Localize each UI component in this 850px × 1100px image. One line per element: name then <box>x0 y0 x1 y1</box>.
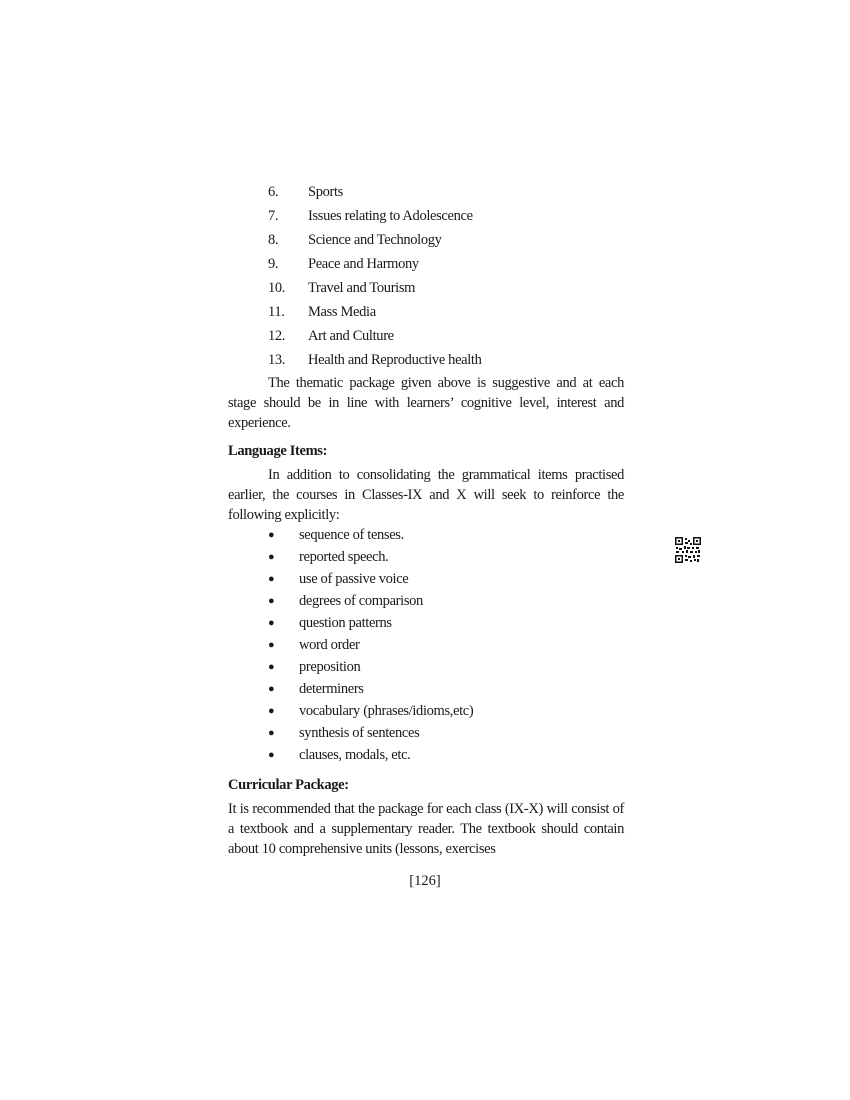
list-number: 10. <box>268 280 286 296</box>
language-item-text: sequence of tenses. <box>299 527 404 543</box>
language-items-intro: In addition to consolidating the grammatical items practised earlier, the courses in Classes-IX and X will seek to reinforce the following explicitly: <box>228 467 624 523</box>
theme-list-item <box>228 301 624 325</box>
language-items-list <box>228 525 624 767</box>
bullet-icon: ● <box>268 661 275 673</box>
language-item-text: preposition <box>299 659 361 675</box>
language-item-text: vocabulary (phrases/idioms,etc) <box>299 703 474 719</box>
list-number: 9. <box>268 256 279 272</box>
bullet-icon: ● <box>268 617 275 629</box>
language-items-heading: Language Items: <box>228 443 328 459</box>
bullet-icon: ● <box>268 683 275 695</box>
language-item <box>228 613 624 635</box>
language-item-text: degrees of comparison <box>299 593 423 609</box>
theme-list-item <box>228 205 624 229</box>
theme-list-item <box>228 349 624 373</box>
theme-list-item <box>228 229 624 253</box>
language-item <box>228 569 624 591</box>
language-item <box>228 547 624 569</box>
bullet-icon: ● <box>268 639 275 651</box>
list-number: 13. <box>268 352 286 368</box>
bullet-icon: ● <box>268 529 275 541</box>
language-item-text: determiners <box>299 681 364 697</box>
list-number: 6. <box>268 184 279 200</box>
theme-list-item <box>228 325 624 349</box>
theme-list-item <box>228 181 624 205</box>
page-number: [126] <box>409 873 441 889</box>
thematic-paragraph: The thematic package given above is suggestive and at each stage should be in line with learners’ cognitive level, interest and experience. <box>228 375 624 431</box>
language-item <box>228 701 624 723</box>
language-item-text: clauses, modals, etc. <box>299 747 411 763</box>
language-item <box>228 723 624 745</box>
language-item <box>228 591 624 613</box>
language-item-text: reported speech. <box>299 549 389 565</box>
curricular-package-paragraph: It is recommended that the package for each class (IX-X) will consist of a textbook and a supplementary reader. The textbook should contain about 10 comprehensive units (lessons, exercises <box>228 801 624 857</box>
theme-list <box>228 181 624 373</box>
language-item <box>228 657 624 679</box>
list-text: Peace and Harmony <box>308 256 419 272</box>
page-content <box>228 181 624 859</box>
list-text: Travel and Tourism <box>308 280 416 296</box>
language-item <box>228 525 624 547</box>
list-number: 8. <box>268 232 279 248</box>
bullet-icon: ● <box>268 551 275 563</box>
list-text: Issues relating to Adolescence <box>308 208 473 224</box>
list-text: Sports <box>308 184 343 200</box>
list-text: Health and Reproductive health <box>308 352 482 368</box>
bullet-icon: ● <box>268 595 275 607</box>
list-number: 7. <box>268 208 279 224</box>
bullet-icon: ● <box>268 705 275 717</box>
list-text: Science and Technology <box>308 232 442 248</box>
theme-list-item <box>228 253 624 277</box>
qr-code-icon <box>675 537 701 563</box>
bullet-icon: ● <box>268 573 275 585</box>
theme-list-item <box>228 277 624 301</box>
language-item-text: use of passive voice <box>299 571 409 587</box>
bullet-icon: ● <box>268 749 275 761</box>
list-number: 11. <box>268 304 285 320</box>
bullet-icon: ● <box>268 727 275 739</box>
language-item <box>228 745 624 767</box>
language-item-text: synthesis of sentences <box>299 725 420 741</box>
language-item-text: word order <box>299 637 360 653</box>
list-text: Art and Culture <box>308 328 394 344</box>
list-text: Mass Media <box>308 304 376 320</box>
language-item <box>228 635 624 657</box>
list-number: 12. <box>268 328 286 344</box>
language-item-text: question patterns <box>299 615 392 631</box>
language-item <box>228 679 624 701</box>
curricular-package-heading: Curricular Package: <box>228 777 349 793</box>
